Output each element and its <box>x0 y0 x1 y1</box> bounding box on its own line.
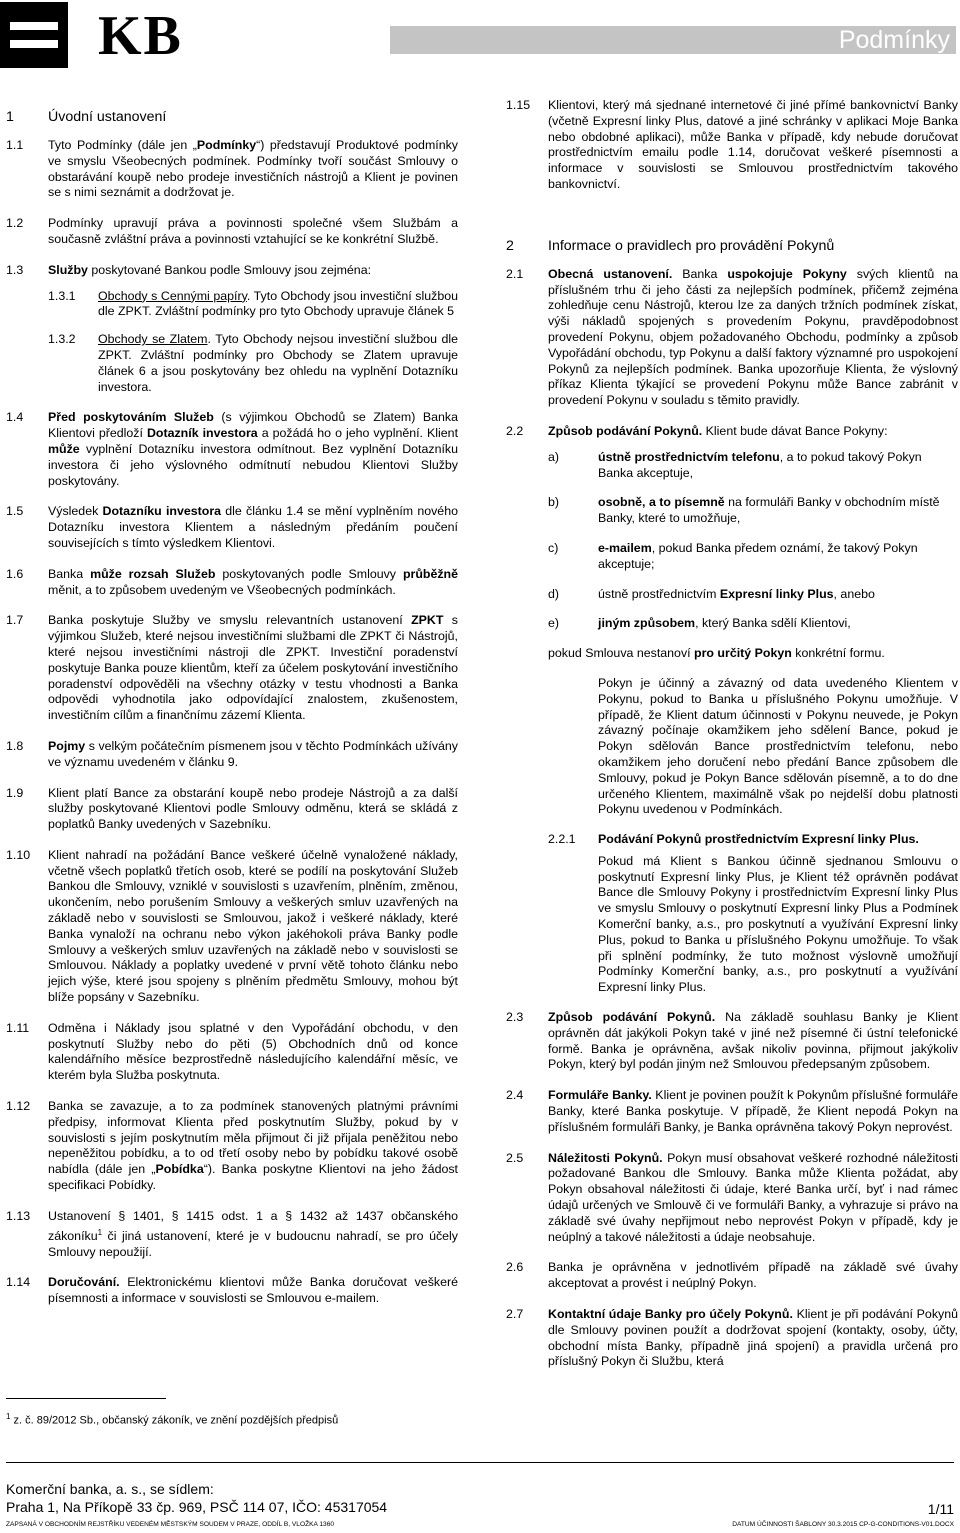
clause-1-8: 1.8 Pojmy s velkým počátečním písmenem jsou v těchto Podmínkách užívány ve významu uvedeném v článku 9. <box>6 738 458 769</box>
footnote: $^1$ z. č. 89/2012 Sb., občanský zákoník, ve znění pozdějších předpisů <box>6 1412 339 1427</box>
kb-logo-mark <box>0 2 68 68</box>
page-header <box>0 0 960 70</box>
clause-1-15: 1.15 Klientovi, který má sjednané internetové či jiné přímé bankovnictví Banky (včetně Expresní linky Plus, datové a jiné schránky v aplikaci Moje Banka nebo obdobné aplikaci), může Banka v případě, kdy nebude doručovat prostřednictvím emailu podle 1.14, doručovat veškeré písemnosti a informace v souvislosti se Smlouvou prostřednictvím takového bankovnictví. <box>506 98 958 191</box>
clause-1-14: 1.14 Doručování. Elektronickému klientovi může Banka doručovat veškeré písemnosti a informace v souvislosti se Smlouvou e-mailem. <box>6 1275 458 1306</box>
clause-1-9: 1.9 Klient platí Bance za obstarání koupě nebo prodeje Nástrojů a za další služby poskytované Klientovi podle Smlouvy odměnu, která se skládá z poplatků Banky uvedených v Sazebníku. <box>6 785 458 832</box>
section-heading: 1 Úvodní ustanovení <box>6 109 167 125</box>
section-heading-2: 2 Informace o pravidlech pro provádění Pokynů <box>506 237 835 254</box>
page-number: 1/11 <box>927 1501 954 1517</box>
footnote-divider <box>6 1398 166 1399</box>
clause-2-2: 2.2 Způsob podávání Pokynů. Klient bude dávat Bance Pokyny: <box>506 423 888 438</box>
clause-1-1: 1.1 Tyto Podmínky (dále jen „Podmínky“) představují Produktové podmínky ve smyslu Všeobecných podmínek. Podmínky tvoří součást Smlouvy o obstarávání koupě nebo prodeje investičních nástrojů a Klient je povinen se s nimi seznámit a dodržovat je. <box>6 138 458 200</box>
clause-2-2-1: 2.2.1 Podávání Pokynů prostřednictvím Expresní linky Plus. <box>548 832 919 847</box>
clause-2-4: 2.4 Formuláře Banky. Klient je povinen použít k Pokynům příslušné formuláře Banky, které Banka poskytuje. V případě, že Klient nepodá Pokyn na příslušném formuláři Banky, je Banka oprávněna takový Pokyn neprovést. <box>506 1088 959 1134</box>
left-column <box>6 108 458 1322</box>
clause-1-3: 1.3 Služby poskytované Bankou podle Smlouvy jsou zejména: <box>6 262 372 277</box>
document-title-bar <box>390 26 956 54</box>
footer-company: Komerční banka, a. s., se sídlem: <box>6 1481 214 1497</box>
clause-1-6: 1.6 Banka může rozsah Služeb poskytovaných podle Smlouvy průběžně měnit, a to způsobem uvedeným ve Všeobecných podmínkách. <box>6 566 459 597</box>
clause-1-7: 1.7 Banka poskytuje Služby ve smyslu relevantních ustanovení ZPKT s výjimkou Služeb, které nejsou investičními službami dle ZPKT či Nástrojů, které nejsou investičními nástroji dle ZPKT. Investiční poradenství poskytuje Banka pouze klientům, kteří za účelem poskytování investičního poradenství odpověděli na všechny otázky v testu vhodnosti a Banka odpovědi vyhodnotila jako odpovídající znalostem, zkušenostem, investičním cílům a finančnímu zázemí Klienta. <box>6 613 458 723</box>
clause-2-6: 2.6 Banka je oprávněna v jednotlivém případě na základě své úvahy akceptovat a provést i neúplný Pokyn. <box>506 1260 958 1291</box>
clause-1-3-2: 1.3.2 Obchody se Zlatem. Tyto Obchody nejsou investiční službou dle ZPKT. Zvláštní podmínky pro Obchody se Zlatem upravuje článek 6 a jsou poskytovány bez ohledu na vyplnění Dotazníku investora. <box>48 332 458 394</box>
footer-address: Praha 1, Na Příkopě 33 čp. 969, PSČ 114 07, IČO: 45317054 <box>6 1499 388 1515</box>
clause-2-2-form: pokud Smlouva nestanoví pro určitý Pokyn konkrétní formu. <box>548 646 885 661</box>
clause-1-13: 1.13 Ustanovení § 1401, § 1415 odst. 1 a § 1432 až 1437 občanského zákoníku$^1$ či jiná ustanovení, které je v budoucnu nahradí, se pro účely Smlouvy nepoužijí. <box>6 1208 458 1259</box>
kb-logo-text: KB <box>98 5 183 67</box>
clause-2-2-1-text: Pokud má Klient s Bankou účinně sjednanou Smlouvu o poskytnutí Expresní linky Plus, je Klient též oprávněn podávat Bance dle Smlouvy Pokyny i prostřednictvím Expresní linky Plus ve smyslu Smlouvy o poskytnutí Expresní linky Plus a Podmínek Komerční banky, a.s., pro poskytnutí a využívání Expresní linky Plus, pokud to Banka u příslušného Pokynu umožňuje. To však při splnění podmínky, že tuto možnost výslovně umožňují Podmínky Komerční banky, a.s., pro poskytnutí a využívání Expresní linky Plus. <box>598 853 958 995</box>
clause-2-7: 2.7 Kontaktní údaje Banky pro účely Pokynů. Klient je při podávání Pokynů dle Smlouvy povinen použít a dodržovat spojení (kontakty, osoby, účty, obchodní místa Banky, případně jiná spojení) a pravidla určená pro příslušný Pokyn či Službu, která <box>506 1307 958 1369</box>
footer-template-date: DATUM ÚČINNOSTI ŠABLONY 30.3.2015 CP-G-CONDITIONS-V01.DOCX <box>732 1521 954 1528</box>
clause-2-5: 2.5 Náležitosti Pokynů. Pokyn musí obsahovat veškeré rozhodné náležitosti požadované Bankou dle Smlouvy. Banka může Klienta požádat, aby Pokyn obsahoval náležitosti či údaje, které Banka určí, byť i nad rámec údajů určených ve Smlouvě či ve formuláři Banky, a vyhrazuje si právo na základě své úvahy nepřijmout nebo neprovést Pokyn v případě, kdy je neúplný a takové náležitosti a údaje neobsahuje. <box>506 1150 958 1244</box>
clause-1-2: 1.2 Podmínky upravují práva a povinnosti společné všem Službám a současně zvláštní práva a povinnosti vztahující se ke konkrétní Službě. <box>6 216 458 246</box>
footer-divider <box>6 1462 954 1463</box>
clause-2-2-effect: Pokyn je účinný a závazný od data uvedeného Klientem v Pokynu, pokud to Banka u příslušného Pokynu umožňuje. V případě, že Klient datum účinnosti v Pokynu neuvede, je Pokyn závazný počínaje okamžikem jeho sdělení Bance, pokud je Pokyn sdělován Bance prostřednictvím telefonu, nebo okamžikem jeho doručení nebo předání Bance způsobem dle Smlouvy, pokud je Pokyn Bance sdělován písemně, a to do dne určeného Klientem, maximálně však po nejdelší dobu platnosti Pokynu uvedenou v Podmínkách. <box>598 675 958 817</box>
clause-2-2-c: c) e-mailem, pokud Banka předem oznámí, že takový Pokyn akceptuje; <box>548 540 918 571</box>
clause-2-1: 2.1 Obecná ustanovení. Banka uspokojuje Pokyny svých klientů na příslušném trhu či jeho části za nejlepších podmínek, přičemž zejména zohledňuje cenu Nástrojů, kterou lze za daných tržních podmínek získat, výši nákladů spojených s provedením Pokynu, pravděpodobnost provedení Pokynu, objem požadovaného Obchodu, podmínky a způsob Vypořádání obchodu, typ Pokynu a další faktory významné pro uspokojení Pokynů za nejlepších podmínek. Banka upozorňuje Klienta, že výslovný příkaz Klienta týkající se provedení Pokynu může Bance zabránit v provedení Pokynu v souladu s těmito pravidly. <box>506 266 958 408</box>
clause-1-3-1: 1.3.1 Obchody s Cennými papíry. Tyto Obchody jsou investiční službou dle ZPKT. Zvláštní podmínky pro tyto Obchody upravuje článek 5 <box>48 288 459 319</box>
clause-2-2-b: b) osobně, a to písemně na formuláři Banky v obchodním místě Banky, které to umožňuje, <box>548 495 940 526</box>
clause-1-4: 1.4 Před poskytováním Služeb (s výjimkou Obchodů se Zlatem) Banka Klientovi předloží Dotazník investora a požádá ho o jeho vyplnění. Klient může vyplnění Dotazníku investora odmítnout. Bez vyplnění Dotazníku investora či jeho výslovného odmítnutí nebudou Klientovi Služby poskytovány. <box>6 410 459 488</box>
clause-2-2-e: e) jiným způsobem, který Banka sdělí Klientovi, <box>548 616 851 631</box>
clause-1-11: 1.11 Odměna i Náklady jsou splatné v den Vypořádání obchodu, v den poskytnutí Služby nebo do pěti (5) Obchodních dnů od konce kalendářního měsíce bezprostředně následujícího kalendářní měsíc, ve kterém byla Služba poskytnuta. <box>6 1020 458 1083</box>
document-title: Podmínky <box>838 26 950 54</box>
right-column <box>506 98 958 1385</box>
clause-2-2-d: d) ústně prostřednictvím Expresní linky Plus, anebo <box>548 586 875 601</box>
clause-1-12: 1.12 Banka se zavazuje, a to za podmínek stanovených platnými právními předpisy, informovat Klienta před poskytnutím Služby, pokud by v souvislosti s jejím poskytnutím měla přijmout či již přijala peněžitou nebo nepeněžitou pobídku, a to od třetí osoby nebo by pobídku takové osobě nabídla (dále jen „Pobídka“). Banka poskytne Klientovi na jeho žádost specifikaci Pobídky. <box>6 1099 458 1193</box>
clause-1-10: 1.10 Klient nahradí na požádání Bance veškeré účelně vynaložené náklady, včetně všech poplatků třetích osob, které se podílí na poskytování Služeb Bankou dle Smlouvy, vzniklé v souvislosti s uzavřením, plněním, změnou, ukončením, nebo porušením Smlouvy a veškerých smluv uzavřených na základě nebo v souvislosti se Smlouvou, jakož i veškeré náklady, které Banka vynaloží na ochranu nebo výkon jakéhokoli práva Banky podle Smlouvy a veškerých smluv uzavřených na základě nebo v souvislosti se Smlouvou. Náklady a poplatky uvedené v první větě tohoto článku nebo jejich výše, které jsou spojeny s plněním předmětu Smlouvy, mohou být blíže popsány v Sazebníku. <box>6 847 458 1005</box>
clause-1-5: 1.5 Výsledek Dotazníku investora dle článku 1.4 se mění vyplněním nového Dotazníku investora Klientem a následným předáním poučení souvisejících s tímto výsledkem Klientovi. <box>6 504 458 550</box>
footer-register: ZAPSANÁ V OBCHODNÍM REJSTŘÍKU VEDENÉM MĚSTSKÝM SOUDEM V PRAZE, ODDÍL B, VLOŽKA 1360 <box>6 1521 335 1528</box>
clause-2-2-a: a) ústně prostřednictvím telefonu, a to pokud takový Pokyn Banka akceptuje, <box>548 449 922 480</box>
clause-2-3: 2.3 Způsob podávání Pokynů. Na základě souhlasu Banky je Klient oprávněn dát jakýkoli Pokyn také v jiné než písemné či ústní telefonické formě. Banka je oprávněna, avšak nikoliv povinna, přijmout jakýkoliv Pokyn, který byl podán jiným než Smlouvou předepsaným způsobem. <box>506 1010 958 1072</box>
